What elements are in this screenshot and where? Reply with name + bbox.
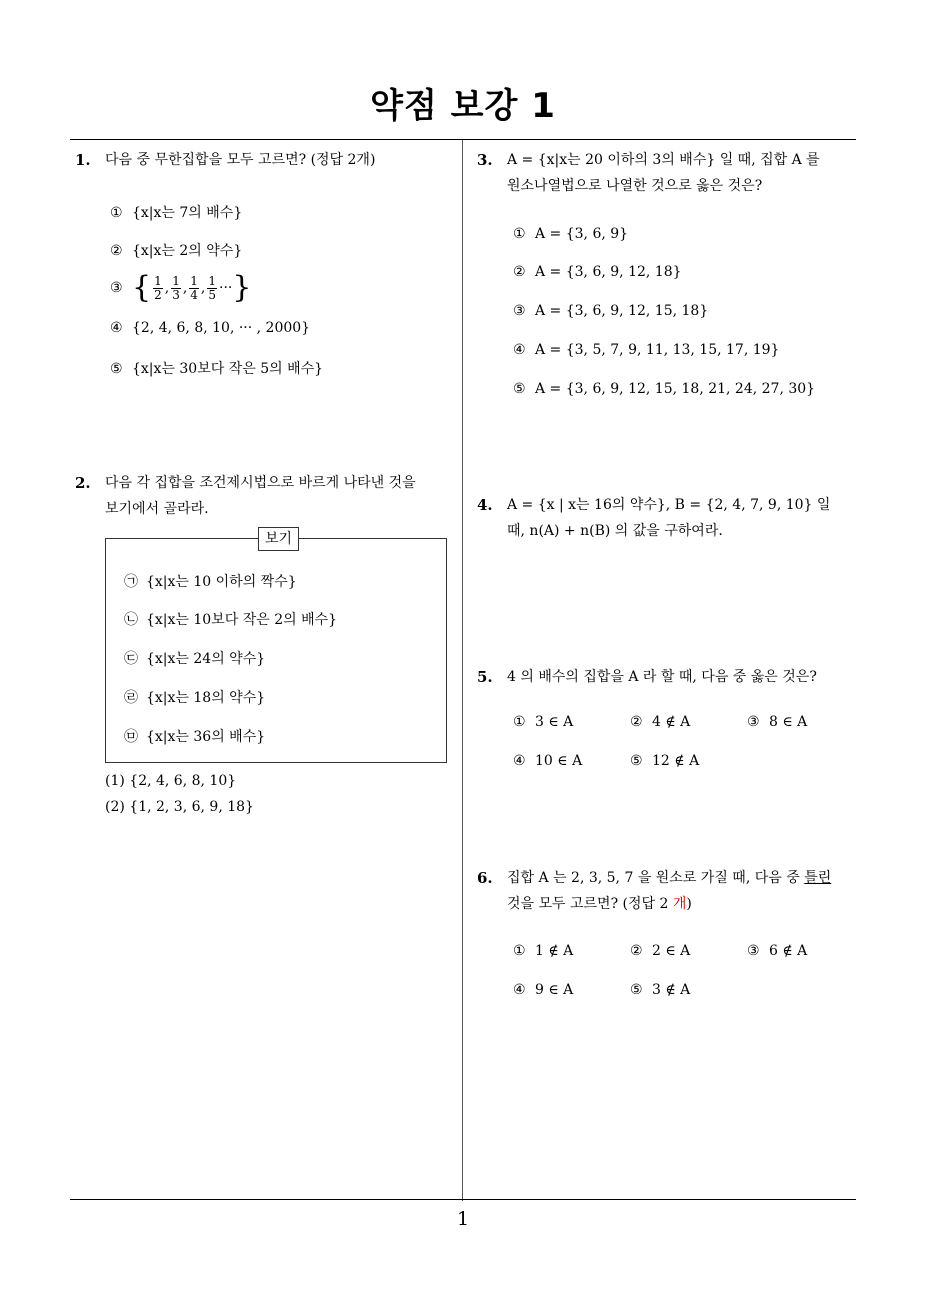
q1-option-1[interactable]: ① {x|x는 7의 배수} [110,205,243,221]
question-text-line: 다음 각 집합을 조건제시법으로 바르게 나타낸 것을 [105,475,416,491]
question-text-line: 것을 모두 고르면? (정답 2 개) [507,896,692,912]
question-6 [477,865,860,917]
question-3 [477,147,860,199]
q6-option-4[interactable]: ④ 9 ∈ A [513,982,574,998]
underlined-word: 틀린 [804,870,832,886]
question-number: 5. [477,668,493,686]
question-2 [75,470,455,522]
question-text-line: 원소나열법으로 나열한 것으로 옳은 것은? [507,178,763,194]
question-text: 4 의 배수의 집합을 A 라 할 때, 다음 중 옳은 것은? [507,669,817,685]
q6-option-3[interactable]: ③ 6 ∉ A [747,943,808,959]
q6-option-5[interactable]: ⑤ 3 ∉ A [630,982,691,998]
q6-option-2[interactable]: ② 2 ∈ A [630,943,691,959]
question-5 [477,664,860,690]
example-item: ㉢ {x|x는 24의 약수} [124,651,266,667]
q5-option-1[interactable]: ① 3 ∈ A [513,714,574,730]
q3-option-1[interactable]: ① A = {3, 6, 9} [513,226,629,242]
q1-option-2[interactable]: ② {x|x는 2의 약수} [110,243,243,259]
fraction: $\frac{1}{2}$ [154,273,162,302]
question-text-line: 보기에서 골라라. [105,501,209,517]
highlighted-word: 개 [672,896,687,912]
q2-subquestion-2: (2) {1, 2, 3, 6, 9, 18} [105,799,254,815]
fraction: $\frac{1}{3}$ [172,273,180,302]
q1-option-3[interactable]: ③ { $\frac{1}{2}$ , $\frac{1}{3}$ , $\frac{1}{4}$ , $\frac{1}{5}$ ···} [110,270,252,305]
question-4 [477,492,860,544]
question-text-line: 집합 A 는 2, 3, 5, 7 을 원소로 가질 때, 다음 중 틀린 [507,870,832,886]
example-box-label: 보기 [258,527,299,551]
top-rule [70,139,856,140]
example-item: ㉣ {x|x는 18의 약수} [124,690,266,706]
q6-option-1[interactable]: ① 1 ∉ A [513,943,574,959]
page-title: 약점 보강 1 [370,86,556,126]
example-item: ㉠ {x|x는 10 이하의 짝수} [124,574,297,590]
page-number: 1 [456,1208,470,1230]
q3-option-4[interactable]: ④ A = {3, 5, 7, 9, 11, 13, 15, 17, 19} [513,342,780,358]
q5-option-3[interactable]: ③ 8 ∈ A [747,714,808,730]
q3-option-5[interactable]: ⑤ A = {3, 6, 9, 12, 15, 18, 21, 24, 27, 30} [513,381,816,397]
question-number: 4. [477,496,493,514]
question-number: 1. [75,151,91,169]
column-divider [462,140,463,1201]
example-item: ㉡ {x|x는 10보다 작은 2의 배수} [124,612,338,628]
q3-option-2[interactable]: ② A = {3, 6, 9, 12, 18} [513,264,682,280]
example-item: ㉤ {x|x는 36의 배수} [124,729,266,745]
question-number: 3. [477,151,493,169]
q1-option-4[interactable]: ④ {2, 4, 6, 8, 10, ··· , 2000} [110,320,311,336]
q5-option-4[interactable]: ④ 10 ∈ A [513,753,583,769]
question-number: 6. [477,869,493,887]
question-text-line: A = {x|x는 20 이하의 3의 배수} 일 때, 집합 A 를 [507,152,820,168]
q1-option-5[interactable]: ⑤ {x|x는 30보다 작은 5의 배수} [110,361,324,377]
q2-subquestion-1: (1) {2, 4, 6, 8, 10} [105,773,237,789]
q5-option-2[interactable]: ② 4 ∉ A [630,714,691,730]
fraction: $\frac{1}{5}$ [208,273,217,302]
q3-option-3[interactable]: ③ A = {3, 6, 9, 12, 15, 18} [513,303,709,319]
question-text-line: A = {x | x는 16의 약수}, B = {2, 4, 7, 9, 10} 일 [507,497,831,513]
question-text: 다음 중 무한집합을 모두 고르면? (정답 2개) [105,152,376,168]
question-text-line: 때, n(A) + n(B) 의 값을 구하여라. [507,523,723,539]
question-1 [75,147,455,173]
fraction: $\frac{1}{4}$ [190,273,198,302]
q5-option-5[interactable]: ⑤ 12 ∉ A [630,753,700,769]
question-number: 2. [75,474,91,492]
bottom-rule [70,1199,856,1200]
